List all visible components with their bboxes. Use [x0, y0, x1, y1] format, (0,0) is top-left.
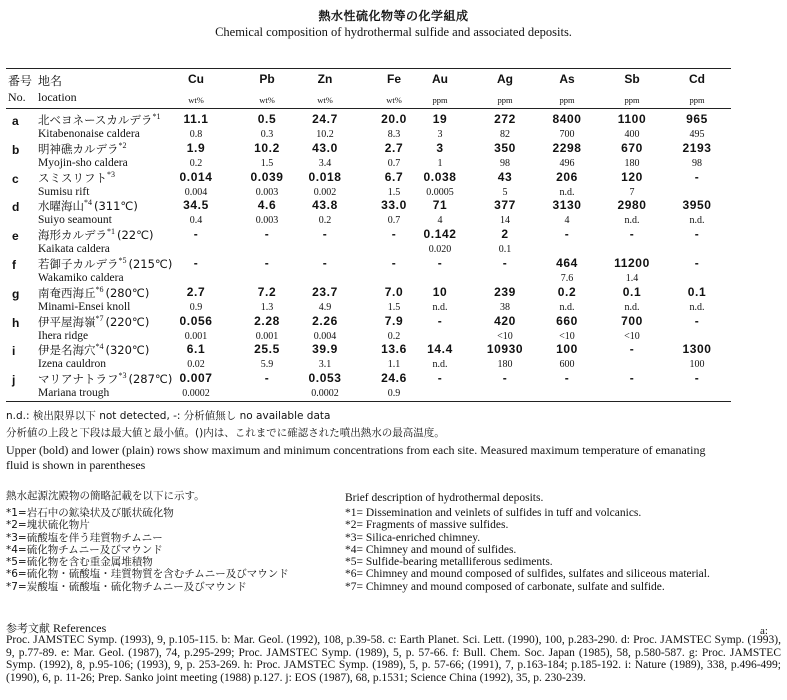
cell-max-cu: 6.1: [186, 342, 206, 357]
cell-min-cu: 0.8: [189, 129, 203, 140]
column-header-ag: Ag: [497, 72, 513, 86]
table-row: [0, 112, 787, 143]
deposit-item-en: *6= Chimney and mound composed of sulfides, sulfates and siliceous material.: [345, 568, 710, 581]
cell-max-ag: 239: [494, 284, 516, 299]
cell-max-cd: 0.1: [687, 284, 707, 299]
location-name-jp: [38, 371, 172, 387]
row-number: d: [12, 200, 20, 215]
cell-min-pb: 0.001: [255, 330, 279, 342]
cell-max-fe: 13.6: [381, 342, 407, 357]
note-en-line2: fluid is shown in parentheses: [6, 458, 146, 472]
deposit-item-jp: *6=硫化物・硫酸塩・珪質物質を含むチムニー及びマウンド: [6, 568, 289, 581]
column-unit-zn: wt%: [317, 95, 333, 105]
column-unit-fe: wt%: [386, 95, 402, 105]
cell-max-au: 0.142: [423, 227, 457, 242]
max-temperature: (280℃): [105, 285, 150, 300]
deposit-list-jp-head: 熱水起源沈殿物の簡略記載を以下に示す。: [6, 490, 205, 502]
cell-min-cd: 100: [689, 359, 705, 371]
table-bottom-rule: [6, 401, 731, 402]
cell-max-au: -: [437, 313, 443, 328]
row-number: j: [12, 373, 16, 388]
table-row: [0, 256, 787, 287]
cell-min-zn: 0.004: [313, 330, 337, 342]
cell-min-cd: 98: [692, 157, 702, 169]
cell-min-fe: 8.3: [387, 129, 401, 140]
cell-min-fe: 1.1: [387, 359, 401, 371]
cell-min-cd: 495: [689, 129, 705, 140]
cell-min-cd: n.d.: [689, 301, 705, 313]
deposit-item-jp: *7=炭酸塩・硫酸塩・硫化物チムニー及びマウンド: [6, 580, 247, 593]
cell-max-zn: 23.7: [312, 284, 338, 299]
max-temperature: (22℃): [117, 228, 154, 243]
cell-max-sb: -: [629, 371, 635, 386]
cell-max-au: 3: [436, 140, 444, 155]
cell-max-au: -: [437, 256, 443, 270]
row-number: c: [12, 171, 19, 186]
location-name-jp-text: 若御子カルデラ: [38, 257, 119, 271]
location-name-en: Izena cauldron: [38, 358, 107, 371]
cell-max-pb: -: [264, 371, 270, 386]
cell-max-ag: 420: [494, 313, 516, 328]
column-unit-as: ppm: [559, 95, 575, 105]
cell-min-sb: 180: [624, 157, 640, 169]
cell-min-zn: 0.0002: [311, 388, 339, 400]
cell-min-cu: 0.02: [187, 359, 205, 371]
deposit-item-en: *7= Chimney and mound composed of carbonate, sulfate and sulfide.: [345, 580, 665, 593]
location-name-en: Ihera ridge: [38, 329, 89, 342]
cell-min-as: n.d.: [559, 186, 575, 198]
cell-min-zn: 0.2: [318, 215, 332, 227]
location-name-jp: [38, 170, 117, 186]
location-name-en: Wakamiko caldera: [38, 272, 124, 284]
cell-min-pb: 1.3: [260, 301, 274, 313]
cell-max-sb: 2980: [617, 198, 647, 213]
cell-min-zn: 3.1: [318, 359, 332, 371]
cell-min-au: n.d.: [432, 359, 448, 371]
cell-min-ag: 82: [500, 129, 510, 140]
header-location-en: location: [38, 90, 77, 104]
cell-min-fe: 0.2: [387, 330, 401, 342]
table-row: [0, 170, 787, 201]
cell-max-cu: 11.1: [183, 112, 209, 126]
cell-min-sb: 7: [629, 186, 635, 198]
max-temperature: (220℃): [105, 314, 150, 329]
deposit-item-en: *4= Chimney and mound of sulfides.: [345, 543, 517, 556]
column-unit-ag: ppm: [497, 95, 513, 105]
cell-max-sb: -: [629, 342, 635, 357]
location-name-en: Suiyo seamount: [38, 214, 112, 227]
row-number: i: [12, 344, 16, 359]
cell-min-pb: 1.5: [260, 157, 274, 169]
cell-max-as: 464: [556, 256, 578, 270]
table-top-rule: [6, 68, 731, 69]
location-name-en: Kitabenonaise caldera: [38, 128, 140, 140]
cell-max-fe: 7.9: [384, 313, 404, 328]
cell-max-cu: 0.007: [179, 371, 213, 386]
page-title-en: Chemical composition of hydrothermal sulfide and associated deposits.: [215, 25, 572, 39]
references-heading-en: References: [53, 621, 107, 635]
cell-min-sb: <10: [624, 330, 640, 342]
cell-min-cu: 0.2: [189, 157, 203, 169]
deposit-type-ref: *3: [118, 371, 127, 381]
cell-max-zn: 2.26: [312, 313, 338, 328]
cell-max-cu: 1.9: [186, 140, 206, 155]
cell-max-au: 19: [432, 112, 448, 126]
row-number: g: [12, 286, 20, 301]
column-unit-cd: ppm: [689, 95, 705, 105]
column-unit-pb: wt%: [259, 95, 275, 105]
cell-max-pb: -: [264, 227, 270, 242]
cell-max-cd: 3950: [682, 198, 712, 213]
column-unit-au: ppm: [432, 95, 448, 105]
table-row: [0, 227, 787, 258]
deposit-type-ref: *1: [107, 227, 115, 237]
cell-max-sb: 0.1: [622, 284, 642, 299]
cell-min-as: 7.6: [560, 273, 574, 284]
deposit-item-jp: *2=塊状硫化物片: [6, 519, 90, 532]
cell-min-au: 4: [437, 215, 443, 227]
deposit-type-ref: *4: [84, 198, 92, 208]
cell-max-pb: 0.5: [257, 112, 277, 126]
table-row: [0, 285, 787, 316]
cell-max-zn: 24.7: [312, 112, 338, 126]
cell-min-zn: 0.002: [313, 186, 337, 198]
note-nd: n.d.: 検出限界以下 not detected, -: 分析値無し no available data: [6, 410, 331, 422]
cell-min-ag: 14: [500, 215, 510, 227]
cell-max-fe: 20.0: [381, 112, 407, 126]
references-text: Proc. JAMSTEC Symp. (1993), 9, p.105-115. b: Mar. Geol. (1992), 108, p.39-58. c: Earth Planet. Sci. Lett. (1990), 100, p.283-290. d: Proc. JAMSTEC Symp. (1993), 9, p.77-89. e: Mar. Geol. (1987), 74, p.295-299; Proc. JAMSTEC Symp. (1989), 5, p. 57-66. f: Bull. Chem. Soc. Japan (1985), 58, p.580-587. g: Proc. JAMSTEC Symp. (1992), 8, p.95-106; (1993), 9, p. 253-269. h: Proc. JAMSTEC Symp. (1989), 5, p. 57-66; (1991), 7, p.163-184; p.185-192. i: Nature (1989), 338, p.496-499; (1990), 6, p. 11-26; Prep. Sanko joint meeting (1988) p.127. j: EOS (1987), 68, p.1531; Science China (1992), 35, p. 230-239.: [6, 634, 781, 684]
cell-min-cu: 0.0002: [182, 388, 210, 400]
cell-min-sb: n.d.: [624, 301, 640, 313]
cell-max-as: 3130: [552, 198, 582, 213]
row-number: f: [12, 258, 16, 272]
cell-min-ag: 98: [500, 157, 510, 169]
cell-max-ag: 350: [494, 140, 516, 155]
deposit-list-en-head: Brief description of hydrothermal deposits.: [345, 492, 544, 504]
note-en-line1: Upper (bold) and lower (plain) rows show maximum and minimum concentrations from each site. Measured maximum temperature of emanating: [6, 443, 706, 457]
deposit-type-ref: *7: [95, 313, 104, 323]
cell-min-as: n.d.: [559, 301, 575, 313]
location-name-jp: [38, 227, 154, 243]
cell-min-au: 3: [437, 129, 443, 140]
column-header-fe: Fe: [386, 72, 401, 86]
cell-max-cu: -: [193, 227, 199, 242]
cell-max-fe: -: [391, 256, 397, 270]
cell-max-sb: -: [629, 227, 635, 242]
location-name-jp: [38, 141, 129, 157]
cell-max-au: 71: [432, 198, 448, 213]
location-name-jp: [38, 256, 172, 272]
table-row: [0, 371, 787, 402]
location-name-jp: [38, 285, 149, 301]
cell-min-sb: 400: [624, 129, 640, 140]
location-name-jp: [38, 112, 162, 128]
cell-max-fe: 7.0: [384, 284, 404, 299]
cell-min-au: 0.020: [428, 244, 452, 256]
location-name-jp: [38, 198, 138, 214]
cell-max-fe: -: [391, 227, 397, 242]
deposit-type-ref: *4: [95, 342, 104, 352]
cell-min-as: 496: [559, 157, 575, 169]
cell-min-au: 0.0005: [426, 186, 454, 198]
cell-max-au: 14.4: [427, 342, 453, 357]
cell-max-cu: 34.5: [183, 198, 209, 213]
cell-max-cd: -: [694, 371, 700, 386]
cell-max-au: -: [437, 371, 443, 386]
cell-max-cu: -: [193, 256, 199, 270]
max-temperature: (287℃): [128, 372, 173, 387]
location-name-jp-text: 北ベヨネースカルデラ: [38, 113, 153, 127]
references-label-a: a:: [760, 625, 768, 637]
cell-max-ag: 377: [494, 198, 516, 213]
table-header-rule: [6, 108, 731, 109]
cell-max-sb: 670: [621, 140, 643, 155]
row-number: e: [12, 229, 19, 244]
cell-max-zn: 43.0: [312, 140, 338, 155]
cell-min-sb: 1.4: [625, 273, 639, 284]
column-unit-cu: wt%: [188, 95, 204, 105]
cell-max-as: -: [564, 227, 570, 242]
cell-max-sb: 700: [621, 313, 643, 328]
cell-max-zn: 43.8: [312, 198, 338, 213]
cell-max-as: 2298: [552, 140, 582, 155]
cell-min-cu: 0.001: [184, 330, 208, 342]
cell-min-ag: 0.1: [498, 244, 512, 256]
cell-max-cd: 2193: [682, 140, 712, 155]
deposit-list-en: [345, 492, 710, 593]
row-number: b: [12, 142, 20, 157]
cell-min-pb: 0.003: [255, 215, 279, 227]
location-name-jp-text: 水曜海山: [38, 199, 84, 214]
location-name-en: Minami-Ensei knoll: [38, 300, 131, 313]
max-temperature: (320℃): [105, 343, 150, 358]
location-name-jp-text: 明神礁カルデラ: [38, 141, 119, 156]
cell-max-ag: -: [502, 256, 508, 270]
deposit-item-en: *3= Silica-enriched chimney.: [345, 531, 481, 544]
cell-max-sb: 11200: [614, 256, 650, 270]
references-heading-jp: 参考文献: [6, 622, 50, 635]
column-header-cd: Cd: [689, 72, 705, 86]
cell-max-pb: 2.28: [254, 313, 280, 328]
cell-min-ag: <10: [497, 330, 513, 342]
max-temperature: (215℃): [128, 257, 173, 271]
cell-min-pb: 0.3: [260, 129, 274, 140]
table-row: [0, 342, 787, 373]
column-header-au: Au: [432, 72, 448, 86]
cell-max-as: -: [564, 371, 570, 386]
cell-min-zn: 4.9: [318, 301, 332, 313]
max-temperature: (311℃): [94, 199, 138, 214]
column-unit-sb: ppm: [624, 95, 640, 105]
cell-max-cu: 0.014: [179, 169, 213, 184]
cell-max-as: 660: [556, 313, 578, 328]
cell-min-as: 4: [564, 215, 570, 227]
deposit-type-ref: *6: [95, 284, 104, 294]
cell-min-au: 1: [437, 157, 443, 169]
cell-min-ag: 38: [500, 301, 510, 313]
location-name-jp-text: マリアナトラフ: [38, 372, 119, 387]
cell-max-pb: 25.5: [254, 342, 280, 357]
cell-max-fe: 6.7: [384, 169, 404, 184]
deposit-type-ref: *3: [107, 169, 115, 179]
cell-min-ag: 180: [497, 359, 513, 371]
header-no-jp: 番号: [8, 74, 33, 88]
cell-max-as: 0.2: [557, 284, 577, 299]
page-title-jp: 熱水性硫化物等の化学組成: [318, 9, 469, 23]
cell-max-zn: 39.9: [312, 342, 338, 357]
deposit-item-jp: *3=硫酸塩を伴う珪質物チムニー: [6, 531, 163, 544]
cell-max-cd: 965: [686, 112, 708, 126]
cell-max-cd: -: [694, 227, 700, 242]
cell-max-ag: 43: [497, 169, 513, 184]
cell-min-fe: 1.5: [387, 186, 401, 198]
cell-max-as: 100: [556, 342, 578, 357]
cell-max-pb: 4.6: [257, 198, 277, 213]
cell-max-cu: 2.7: [186, 284, 206, 299]
cell-min-pb: 0.003: [255, 186, 279, 198]
cell-max-cd: 1300: [682, 342, 712, 357]
cell-max-cu: 0.056: [179, 313, 213, 328]
deposit-type-ref: *1: [152, 112, 161, 122]
cell-min-cu: 0.9: [189, 301, 203, 313]
cell-max-fe: 33.0: [381, 198, 407, 213]
location-name-en: Myojin-sho caldera: [38, 156, 128, 169]
cell-max-sb: 120: [621, 169, 643, 184]
cell-min-pb: 5.9: [260, 359, 274, 371]
cell-max-pb: -: [264, 256, 270, 270]
cell-max-ag: 10930: [486, 342, 524, 357]
cell-max-fe: 2.7: [384, 140, 404, 155]
column-header-sb: Sb: [624, 72, 640, 86]
deposit-type-ref: *5: [118, 256, 127, 266]
column-header-as: As: [559, 72, 575, 86]
column-header-cu: Cu: [188, 72, 204, 86]
table-row: [0, 141, 787, 172]
cell-max-ag: 2: [501, 227, 509, 242]
cell-max-pb: 7.2: [257, 284, 277, 299]
cell-max-fe: 24.6: [381, 371, 407, 386]
cell-min-zn: 10.2: [316, 129, 334, 140]
location-name-jp-text: 伊平屋海嶺: [38, 314, 96, 329]
cell-min-as: 600: [559, 359, 575, 371]
cell-min-sb: n.d.: [624, 215, 640, 227]
deposit-item-jp: *5=硫化物を含む重金属堆積物: [6, 556, 153, 569]
location-name-en: Kaikata caldera: [38, 243, 110, 256]
cell-min-ag: 5: [502, 186, 508, 198]
column-header-pb: Pb: [259, 72, 275, 86]
cell-min-as: <10: [559, 330, 575, 342]
location-name-jp: [38, 314, 149, 330]
cell-max-as: 206: [556, 169, 578, 184]
header-no-en: No.: [8, 90, 26, 104]
header-location-jp: 地名: [38, 74, 63, 88]
cell-max-as: 8400: [552, 112, 582, 126]
location-name-en: Mariana trough: [38, 387, 110, 400]
cell-max-sb: 1100: [617, 112, 647, 126]
cell-max-au: 0.038: [423, 169, 457, 184]
cell-min-au: n.d.: [432, 301, 448, 313]
cell-max-zn: 0.053: [308, 371, 342, 386]
cell-min-cd: n.d.: [689, 215, 705, 227]
cell-max-pb: 10.2: [254, 140, 280, 155]
row-number: a: [12, 114, 19, 128]
cell-min-as: 700: [559, 129, 575, 140]
location-name-jp-text: 伊是名海穴: [38, 343, 96, 358]
deposit-item-jp: *4=硫化物チムニー及びマウンド: [6, 543, 163, 556]
cell-max-zn: -: [322, 256, 328, 270]
cell-max-pb: 0.039: [250, 169, 284, 184]
location-name-jp-text: 南奄西海丘: [38, 285, 96, 300]
cell-min-fe: 0.7: [387, 215, 401, 227]
table-row: [0, 198, 787, 229]
cell-max-zn: -: [322, 227, 328, 242]
cell-max-cd: -: [694, 313, 700, 328]
note-jp: 分析値の上段と下段は最大値と最小値。()内は、これまでに確認された噴出熱水の最高温度。: [6, 427, 445, 439]
cell-min-fe: 1.5: [387, 301, 401, 313]
column-header-zn: Zn: [317, 72, 333, 86]
cell-min-zn: 3.4: [318, 157, 332, 169]
cell-max-cd: -: [694, 169, 700, 184]
deposit-item-en: *2= Fragments of massive sulfides.: [345, 519, 509, 532]
cell-min-fe: 0.9: [387, 388, 401, 400]
table-row: [0, 314, 787, 345]
cell-max-ag: -: [502, 371, 508, 386]
location-name-jp: [38, 342, 149, 358]
cell-max-ag: 272: [494, 112, 516, 126]
cell-max-zn: 0.018: [308, 169, 342, 184]
deposit-item-jp: *1=岩石中の鉱染状及び脈状硫化物: [6, 507, 174, 519]
row-number: h: [12, 315, 20, 330]
deposit-item-en: *5= Sulfide-bearing metalliferous sediments.: [345, 556, 553, 569]
location-name-en: Sumisu rift: [38, 185, 90, 198]
cell-min-cu: 0.4: [189, 215, 203, 227]
location-name-jp-text: 海形カルデラ: [38, 228, 107, 243]
cell-min-cu: 0.004: [184, 186, 208, 198]
deposit-type-ref: *2: [118, 140, 127, 150]
deposit-list-jp: [6, 490, 289, 593]
cell-min-fe: 0.7: [387, 157, 401, 169]
cell-max-au: 10: [432, 284, 448, 299]
cell-max-cd: -: [694, 256, 700, 270]
deposit-item-en: *1= Dissemination and veinlets of sulfides in tuff and volcanics.: [345, 507, 642, 519]
location-name-jp-text: スミスリフト: [38, 170, 107, 185]
